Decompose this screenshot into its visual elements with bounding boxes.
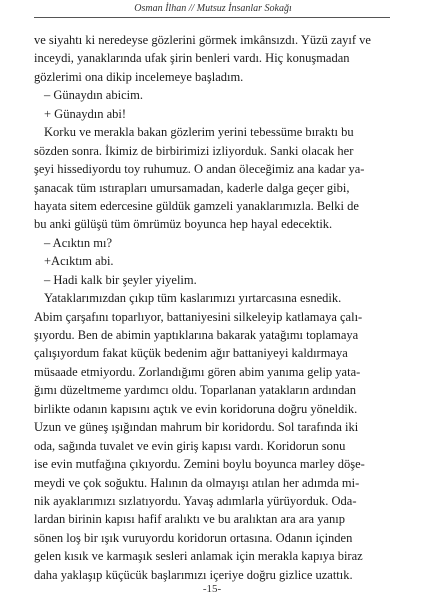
text-line: – Günaydın abicim. [44,88,143,103]
text-line: nik ayaklarımızı sızlatıyordu. Yavaş adımlarla yürüyorduk. Oda- [34,493,357,508]
text-line: ise evin mutfağına çıkıyordu. Zemini boylu boyunca marley döşe- [34,457,365,472]
text-line: şıyordu. Ben de abimin yaptıklarına bakarak yatağımı toplamaya [34,328,359,342]
text-line: + Günaydın abi! [44,106,127,121]
text-line: inceydi, yanaklarında ufak şirin benleri vardı. Hiç konuşmadan [34,51,350,66]
text-line: hayata sitem edercesine güldük gamzeli yanaklarımızla. Belki de [34,198,359,213]
header-rule [34,17,390,18]
text-line: oda, sağında tuvalet ve evin giriş kapısı vardı. Koridorun sonu [34,438,346,453]
text-line: ve siyahtı ki neredeyse gözlerini görmek imkânsızdı. Yüzü zayıf ve [34,33,371,47]
text-line: sönen loş bir ışık vuruyordu koridorun ortasına. Odanın içinden [34,530,353,545]
text-line: Abim çarşafını toparlıyor, battaniyesini silkeleyip katlamaya çalı- [34,309,363,324]
text-line: çalışıyordum fakat küçük bedenim ağır battaniyeyi kaldırmaya [34,346,348,361]
text-line: ğımı düzeltmeme yardımcı oldu. Toparlanan yatakların ardından [34,383,357,398]
text-line: – Hadi kalk bir şeyler yiyelim. [44,272,197,287]
running-header: Osman İlhan // Mutsuz İnsanlar Sokağı [134,3,292,14]
text-line: Yataklarımızdan çıkıp tüm kaslarımızı yırtarcasına esnedik. [44,291,342,306]
text-line: şanacak tüm ıstırapları umursamadan, kaderle dalga geçer gibi, [34,180,350,195]
text-line: lardan birinin kapısı hafif aralıktı ve bu aralıktan ara ara yanıp [34,512,345,527]
text-line: Korku ve merakla bakan gözlerim yerini tebessüme bıraktı bu [44,125,354,140]
text-line: gözlerimi ona dikip incelemeye başladım. [34,69,244,84]
text-line: +Acıktım abi. [44,254,114,269]
text-line: şeyi hissediyordu toy ruhumuz. O andan öleceğimiz ana kadar ya- [34,162,365,177]
text-line: sözden sonra. İkimiz de birbirimizi izliyorduk. Sanki olacak her [34,143,354,158]
page-number: -15- [202,583,222,595]
text-line: gelen kısık ve karmaşık sesleri anlamak için merakla kapıya biraz [34,549,363,564]
text-line: Uzun ve güneş ışığından mahrum bir koridordu. Sol tarafında iki [34,420,359,435]
text-line: birlikte odanın kapısını açtık ve evin koridoruna doğru yöneldik. [34,401,358,416]
text-line: bu anki gülüşü tüm ömrümüz boyunca hep hayal edecektik. [34,217,333,232]
text-line: müsaade etmiyordu. Zorlandığımı gören abim yanıma gelip yata- [34,364,361,379]
text-line: – Acıktın mı? [44,235,113,250]
text-line: meydi ve çok soğuktu. Halının da olmayışı atılan her adımda mi- [34,475,360,490]
text-line: daha yaklaşıp küçücük başlarımızı içeriye doğru gizlice uzattık. [34,567,353,582]
body-text [34,31,390,584]
